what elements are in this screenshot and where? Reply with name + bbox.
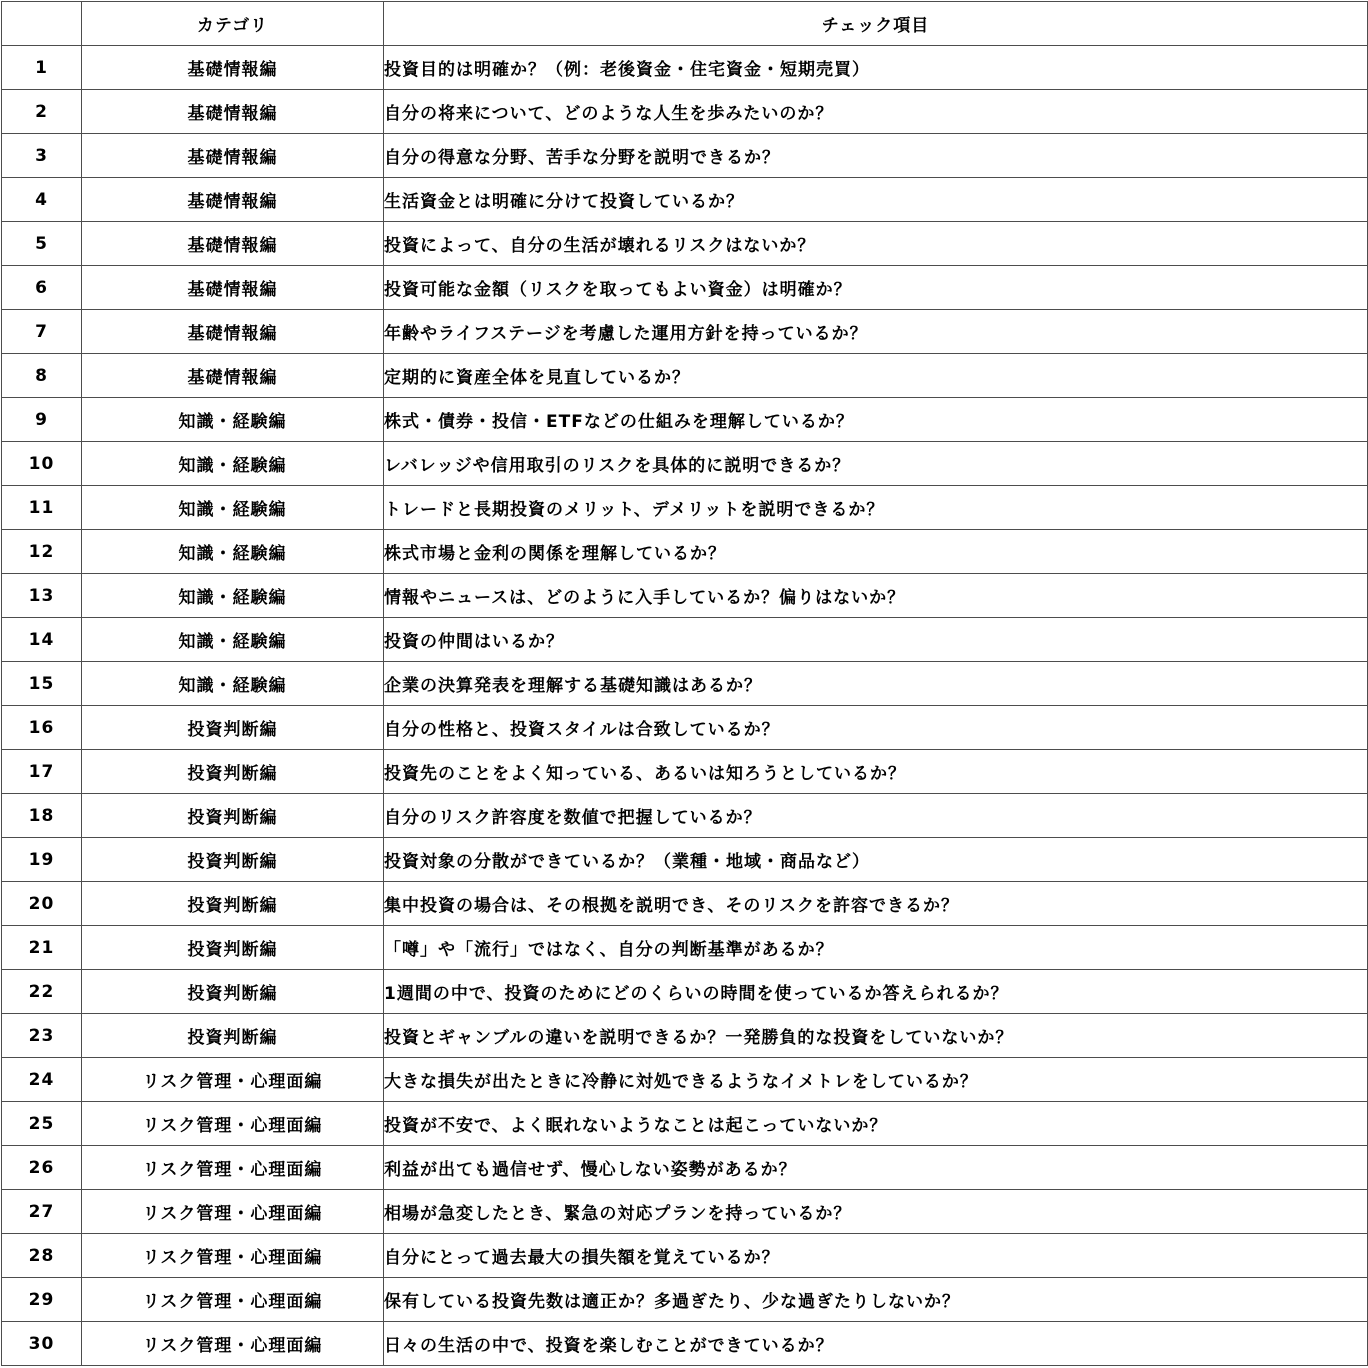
row-category-cell: 知識・経験編	[82, 530, 384, 574]
table-row	[2, 90, 1368, 134]
row-category-cell: 投資判断編	[82, 926, 384, 970]
row-number-cell: 9	[2, 398, 82, 442]
row-category-cell: 基礎情報編	[82, 90, 384, 134]
row-number-cell: 8	[2, 354, 82, 398]
row-number-cell: 28	[2, 1234, 82, 1278]
row-number-cell: 10	[2, 442, 82, 486]
row-number-cell: 16	[2, 706, 82, 750]
row-item-cell: 自分にとって過去最大の損失額を覚えているか？	[384, 1234, 1368, 1278]
row-number-cell: 23	[2, 1014, 82, 1058]
table-row	[2, 1146, 1368, 1190]
row-category-cell: 投資判断編	[82, 838, 384, 882]
row-item-cell: 日々の生活の中で、投資を楽しむことができているか？	[384, 1322, 1368, 1366]
row-number-cell: 5	[2, 222, 82, 266]
row-category-cell: 知識・経験編	[82, 398, 384, 442]
row-item-cell: 定期的に資産全体を見直しているか？	[384, 354, 1368, 398]
row-category-cell: 基礎情報編	[82, 222, 384, 266]
row-item-cell: トレードと長期投資のメリット、デメリットを説明できるか？	[384, 486, 1368, 530]
row-category-cell: 基礎情報編	[82, 354, 384, 398]
row-item-cell: 投資目的は明確か？（例：老後資金・住宅資金・短期売買）	[384, 46, 1368, 90]
table-row	[2, 354, 1368, 398]
row-number-cell: 22	[2, 970, 82, 1014]
table-row	[2, 1234, 1368, 1278]
row-item-cell: レバレッジや信用取引のリスクを具体的に説明できるか？	[384, 442, 1368, 486]
table-row	[2, 266, 1368, 310]
row-category-cell: リスク管理・心理面編	[82, 1058, 384, 1102]
row-item-cell: 利益が出ても過信せず、慢心しない姿勢があるか？	[384, 1146, 1368, 1190]
table-row	[2, 574, 1368, 618]
row-category-cell: 知識・経験編	[82, 486, 384, 530]
row-item-cell: 投資先のことをよく知っている、あるいは知ろうとしているか？	[384, 750, 1368, 794]
row-number-cell: 30	[2, 1322, 82, 1366]
row-category-cell: リスク管理・心理面編	[82, 1102, 384, 1146]
row-item-cell: 投資可能な金額（リスクを取ってもよい資金）は明確か？	[384, 266, 1368, 310]
row-number-cell: 13	[2, 574, 82, 618]
table-row	[2, 398, 1368, 442]
table-row	[2, 970, 1368, 1014]
row-number-cell: 14	[2, 618, 82, 662]
table-row	[2, 794, 1368, 838]
row-category-cell: 知識・経験編	[82, 574, 384, 618]
row-number-cell: 1	[2, 46, 82, 90]
row-number-cell: 18	[2, 794, 82, 838]
row-number-cell: 19	[2, 838, 82, 882]
row-number-cell: 26	[2, 1146, 82, 1190]
table-header	[2, 2, 1368, 46]
row-category-cell: 基礎情報編	[82, 178, 384, 222]
checklist-table	[1, 1, 1368, 1366]
row-item-cell: 1週間の中で、投資のためにどのくらいの時間を使っているか答えられるか？	[384, 970, 1368, 1014]
row-number-cell: 25	[2, 1102, 82, 1146]
row-item-cell: 投資が不安で、よく眠れないようなことは起こっていないか？	[384, 1102, 1368, 1146]
row-category-cell: リスク管理・心理面編	[82, 1190, 384, 1234]
row-item-cell: 株式・債券・投信・ETFなどの仕組みを理解しているか？	[384, 398, 1368, 442]
table-row	[2, 1190, 1368, 1234]
table-row	[2, 1058, 1368, 1102]
table-row	[2, 1102, 1368, 1146]
row-item-cell: 情報やニュースは、どのように入手しているか？偏りはないか？	[384, 574, 1368, 618]
row-number-cell: 2	[2, 90, 82, 134]
table-row	[2, 926, 1368, 970]
table-row	[2, 618, 1368, 662]
header-row	[2, 2, 1368, 46]
row-category-cell: 基礎情報編	[82, 310, 384, 354]
table-row	[2, 442, 1368, 486]
row-category-cell: 知識・経験編	[82, 662, 384, 706]
row-item-cell: 集中投資の場合は、その根拠を説明でき、そのリスクを許容できるか？	[384, 882, 1368, 926]
row-item-cell: 株式市場と金利の関係を理解しているか？	[384, 530, 1368, 574]
table-row	[2, 1322, 1368, 1366]
table-row	[2, 310, 1368, 354]
table-row	[2, 530, 1368, 574]
row-item-cell: 自分の性格と、投資スタイルは合致しているか？	[384, 706, 1368, 750]
row-item-cell: 自分の得意な分野、苦手な分野を説明できるか？	[384, 134, 1368, 178]
row-number-cell: 15	[2, 662, 82, 706]
row-category-cell: リスク管理・心理面編	[82, 1322, 384, 1366]
table-row	[2, 662, 1368, 706]
row-category-cell: 知識・経験編	[82, 618, 384, 662]
row-category-cell: 投資判断編	[82, 970, 384, 1014]
row-category-cell: 知識・経験編	[82, 442, 384, 486]
table-row	[2, 750, 1368, 794]
header-category-cell: カテゴリ	[82, 2, 384, 46]
row-item-cell: 投資対象の分散ができているか？（業種・地域・商品など）	[384, 838, 1368, 882]
row-item-cell: 投資の仲間はいるか？	[384, 618, 1368, 662]
table-row	[2, 1014, 1368, 1058]
row-category-cell: 基礎情報編	[82, 46, 384, 90]
checklist-sheet	[1, 1, 1367, 1367]
row-number-cell: 7	[2, 310, 82, 354]
row-number-cell: 20	[2, 882, 82, 926]
row-item-cell: 投資によって、自分の生活が壊れるリスクはないか？	[384, 222, 1368, 266]
row-category-cell: 基礎情報編	[82, 134, 384, 178]
table-row	[2, 134, 1368, 178]
row-item-cell: 相場が急変したとき、緊急の対応プランを持っているか？	[384, 1190, 1368, 1234]
row-number-cell: 6	[2, 266, 82, 310]
row-category-cell: リスク管理・心理面編	[82, 1278, 384, 1322]
row-item-cell: 自分のリスク許容度を数値で把握しているか？	[384, 794, 1368, 838]
row-category-cell: リスク管理・心理面編	[82, 1146, 384, 1190]
row-number-cell: 11	[2, 486, 82, 530]
row-category-cell: 投資判断編	[82, 882, 384, 926]
row-item-cell: 生活資金とは明確に分けて投資しているか？	[384, 178, 1368, 222]
row-item-cell: 投資とギャンブルの違いを説明できるか？一発勝負的な投資をしていないか？	[384, 1014, 1368, 1058]
table-row	[2, 46, 1368, 90]
table-row	[2, 882, 1368, 926]
header-number-cell	[2, 2, 82, 46]
row-item-cell: 「噂」や「流行」ではなく、自分の判断基準があるか？	[384, 926, 1368, 970]
row-category-cell: 投資判断編	[82, 1014, 384, 1058]
table-row	[2, 838, 1368, 882]
row-item-cell: 自分の将来について、どのような人生を歩みたいのか？	[384, 90, 1368, 134]
row-number-cell: 21	[2, 926, 82, 970]
row-number-cell: 3	[2, 134, 82, 178]
row-number-cell: 4	[2, 178, 82, 222]
row-category-cell: 基礎情報編	[82, 266, 384, 310]
table-row	[2, 222, 1368, 266]
table-row	[2, 706, 1368, 750]
row-category-cell: リスク管理・心理面編	[82, 1234, 384, 1278]
row-category-cell: 投資判断編	[82, 794, 384, 838]
row-category-cell: 投資判断編	[82, 750, 384, 794]
row-item-cell: 企業の決算発表を理解する基礎知識はあるか？	[384, 662, 1368, 706]
row-category-cell: 投資判断編	[82, 706, 384, 750]
table-row	[2, 178, 1368, 222]
table-row	[2, 1278, 1368, 1322]
row-number-cell: 27	[2, 1190, 82, 1234]
table-row	[2, 486, 1368, 530]
row-number-cell: 17	[2, 750, 82, 794]
row-item-cell: 大きな損失が出たときに冷静に対処できるようなイメトレをしているか？	[384, 1058, 1368, 1102]
row-item-cell: 保有している投資先数は適正か？多過ぎたり、少な過ぎたりしないか？	[384, 1278, 1368, 1322]
table-body	[2, 46, 1368, 1366]
header-item-cell: チェック項目	[384, 2, 1368, 46]
row-number-cell: 29	[2, 1278, 82, 1322]
row-number-cell: 24	[2, 1058, 82, 1102]
row-number-cell: 12	[2, 530, 82, 574]
row-item-cell: 年齢やライフステージを考慮した運用方針を持っているか？	[384, 310, 1368, 354]
